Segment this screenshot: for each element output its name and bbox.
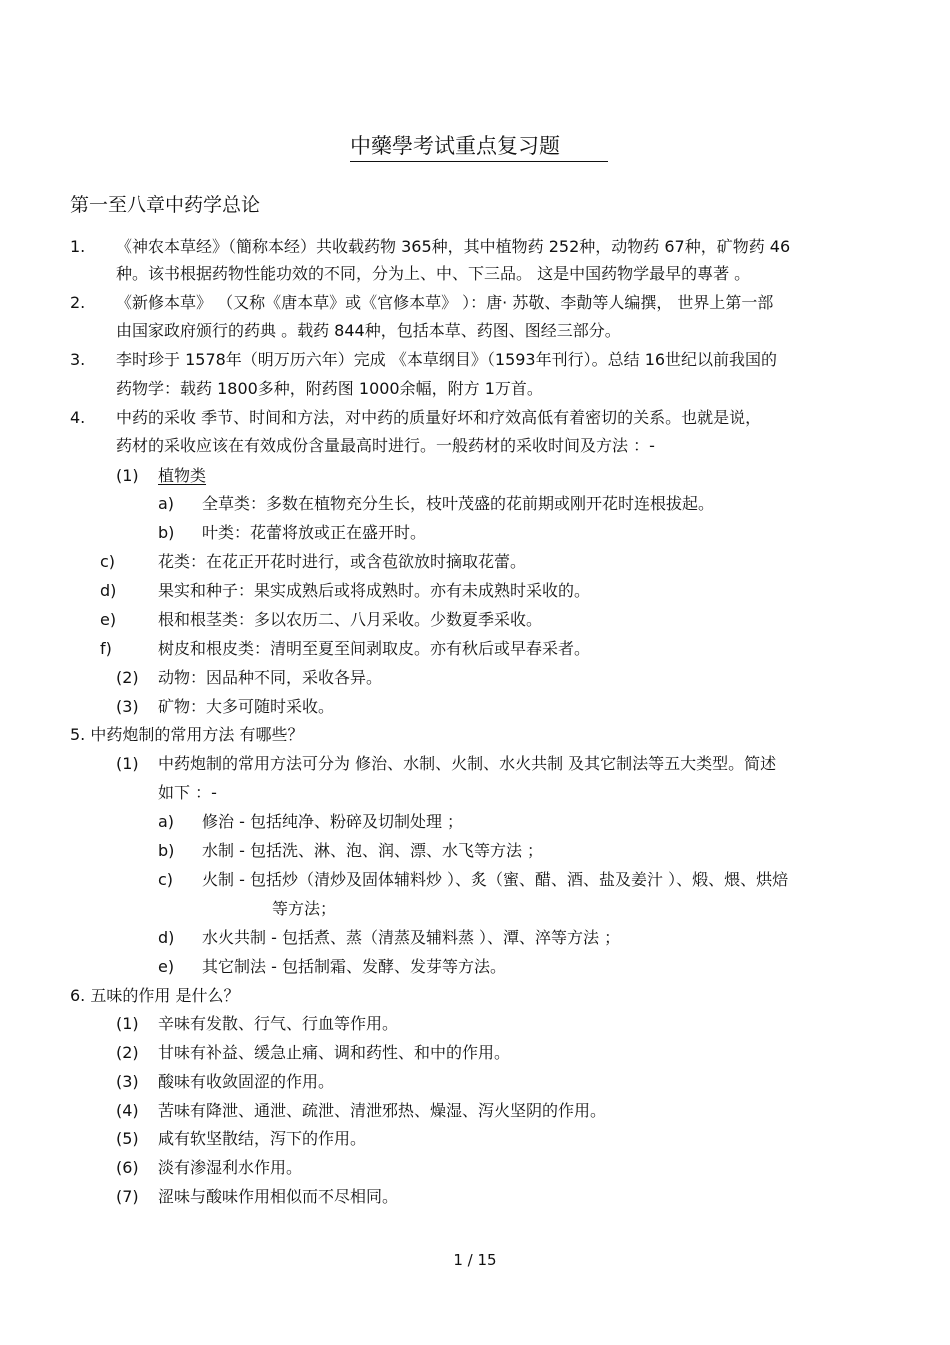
list-marker: b) [158, 523, 175, 542]
text-line: 植物类 [158, 466, 207, 485]
list-marker: d) [100, 581, 117, 600]
page-number: 1 / 15 [453, 1251, 497, 1269]
list-marker: c) [158, 870, 174, 889]
text-line: 涩味与酸味作用相似而不尽相同。 [158, 1187, 399, 1206]
text-line: 5. 中药炮制的常用方法 有哪些？ [70, 725, 304, 744]
text-line: 《新修本草》 （又称《唐本草》或《官修本草》 ）：唐· 苏敬、李勣等人编撰， 世界上第一部 [116, 293, 774, 312]
list-marker: 3. [70, 350, 86, 369]
section-heading: 第一至八章中药学总论 [70, 194, 261, 216]
list-marker: (1) [116, 754, 139, 773]
list-marker: a) [158, 812, 175, 831]
text-line: 其它制法 - 包括制霜、发酵、发芽等方法。 [202, 957, 506, 976]
list-marker: d) [158, 928, 175, 947]
text-line: 修治 - 包括纯净、粉碎及切制处理 ； [202, 812, 464, 831]
list-marker: e) [100, 610, 117, 629]
text-line: 动物：因品种不同，采收各异。 [158, 668, 383, 687]
text-line: 苦味有降泄、通泄、疏泄、清泄邪热、燥湿、泻火坚阴的作用。 [158, 1101, 607, 1120]
list-marker: (3) [116, 697, 139, 716]
list-marker: (4) [116, 1101, 139, 1120]
list-marker: (6) [116, 1158, 139, 1177]
text-line: 火制 - 包括炒（清炒及固体辅料炒 ）、炙（蜜、醋、酒、盐及姜汁 ）、煅、煨、烘焙 [202, 870, 789, 889]
list-marker: (3) [116, 1072, 139, 1091]
list-marker: (2) [116, 668, 139, 687]
list-marker: e) [158, 957, 175, 976]
list-marker: 4. [70, 408, 86, 427]
document-title: 中藥學考试重点复习题 [350, 132, 608, 162]
text-line: 等方法； [272, 899, 337, 918]
list-marker: (1) [116, 1014, 139, 1033]
text-line: 矿物：大多可随时采收。 [158, 697, 335, 716]
text-line: 药材的采收应该在有效成份含量最高时进行。一般药材的采收时间及方法 ：- [116, 436, 655, 455]
list-marker: b) [158, 841, 175, 860]
text-line: 水制 - 包括洗、淋、泡、润、漂、水飞等方法 ； [202, 841, 544, 860]
text-line: 《神农本草经》（簡称本经）共收载药物 365种，其中植物药 252种，动物药 67种，矿物药 46 [116, 237, 791, 256]
text-line: 药物学：载药 1800多种，附药图 1000余幅，附方 1万首。 [116, 379, 543, 398]
text-line: 根和根茎类：多以农历二、八月采收。少数夏季采收。 [158, 610, 543, 629]
text-line: 树皮和根皮类：清明至夏至间剥取皮。亦有秋后或早春采者。 [158, 639, 591, 658]
text-line: 李时珍于 1578年（明万历六年）完成 《本草纲目》（1593年刊行）。总结 16世纪以前我国的 [116, 350, 778, 369]
text-line: 酸味有收敛固涩的作用。 [158, 1072, 335, 1091]
text-line: 花类：在花正开花时进行，或含苞欲放时摘取花蕾。 [158, 552, 527, 571]
list-marker: (1) [116, 466, 139, 485]
list-marker: (7) [116, 1187, 139, 1206]
text-line: 中药炮制的常用方法可分为 修治、水制、火制、水火共制 及其它制法等五大类型。简述 [158, 754, 777, 773]
text-line: 种。该书根据药物性能功效的不同，分为上、中、下三品。 这是中国药物学最早的專著 。 [116, 264, 751, 283]
text-line: 6. 五味的作用 是什么？ [70, 986, 240, 1005]
list-marker: 1. [70, 237, 86, 256]
list-marker: (2) [116, 1043, 139, 1062]
text-line: 淡有渗湿利水作用。 [158, 1158, 303, 1177]
text-line: 中药的采收 季节、时间和方法，对中药的质量好坏和疗效高低有着密切的关系。也就是说， [116, 408, 762, 427]
text-line: 果实和种子：果实成熟后或将成熟时。亦有未成熟时采收的。 [158, 581, 591, 600]
text-line: 甘味有补益、缓急止痛、调和药性、和中的作用。 [158, 1043, 511, 1062]
text-line: 叶类：花蕾将放或正在盛开时。 [202, 523, 427, 542]
text-line: 如下 ：- [158, 783, 217, 802]
list-marker: c) [100, 552, 116, 571]
list-marker: a) [158, 494, 175, 513]
text-line: 由国家政府颁行的药典 。载药 844种，包括本草、药图、图经三部分。 [116, 321, 621, 340]
list-marker: 2. [70, 293, 86, 312]
text-line: 咸有软坚散结，泻下的作用。 [158, 1129, 367, 1148]
text-line: 水火共制 - 包括煮、蒸（清蒸及辅料蒸 ）、潭、淬等方法 ； [202, 928, 621, 947]
list-marker: (5) [116, 1129, 139, 1148]
text-line: 辛味有发散、行气、行血等作用。 [158, 1014, 399, 1033]
text-line: 全草类：多数在植物充分生长，枝叶茂盛的花前期或刚开花时连根拔起。 [202, 494, 715, 513]
list-marker: f) [100, 639, 112, 658]
